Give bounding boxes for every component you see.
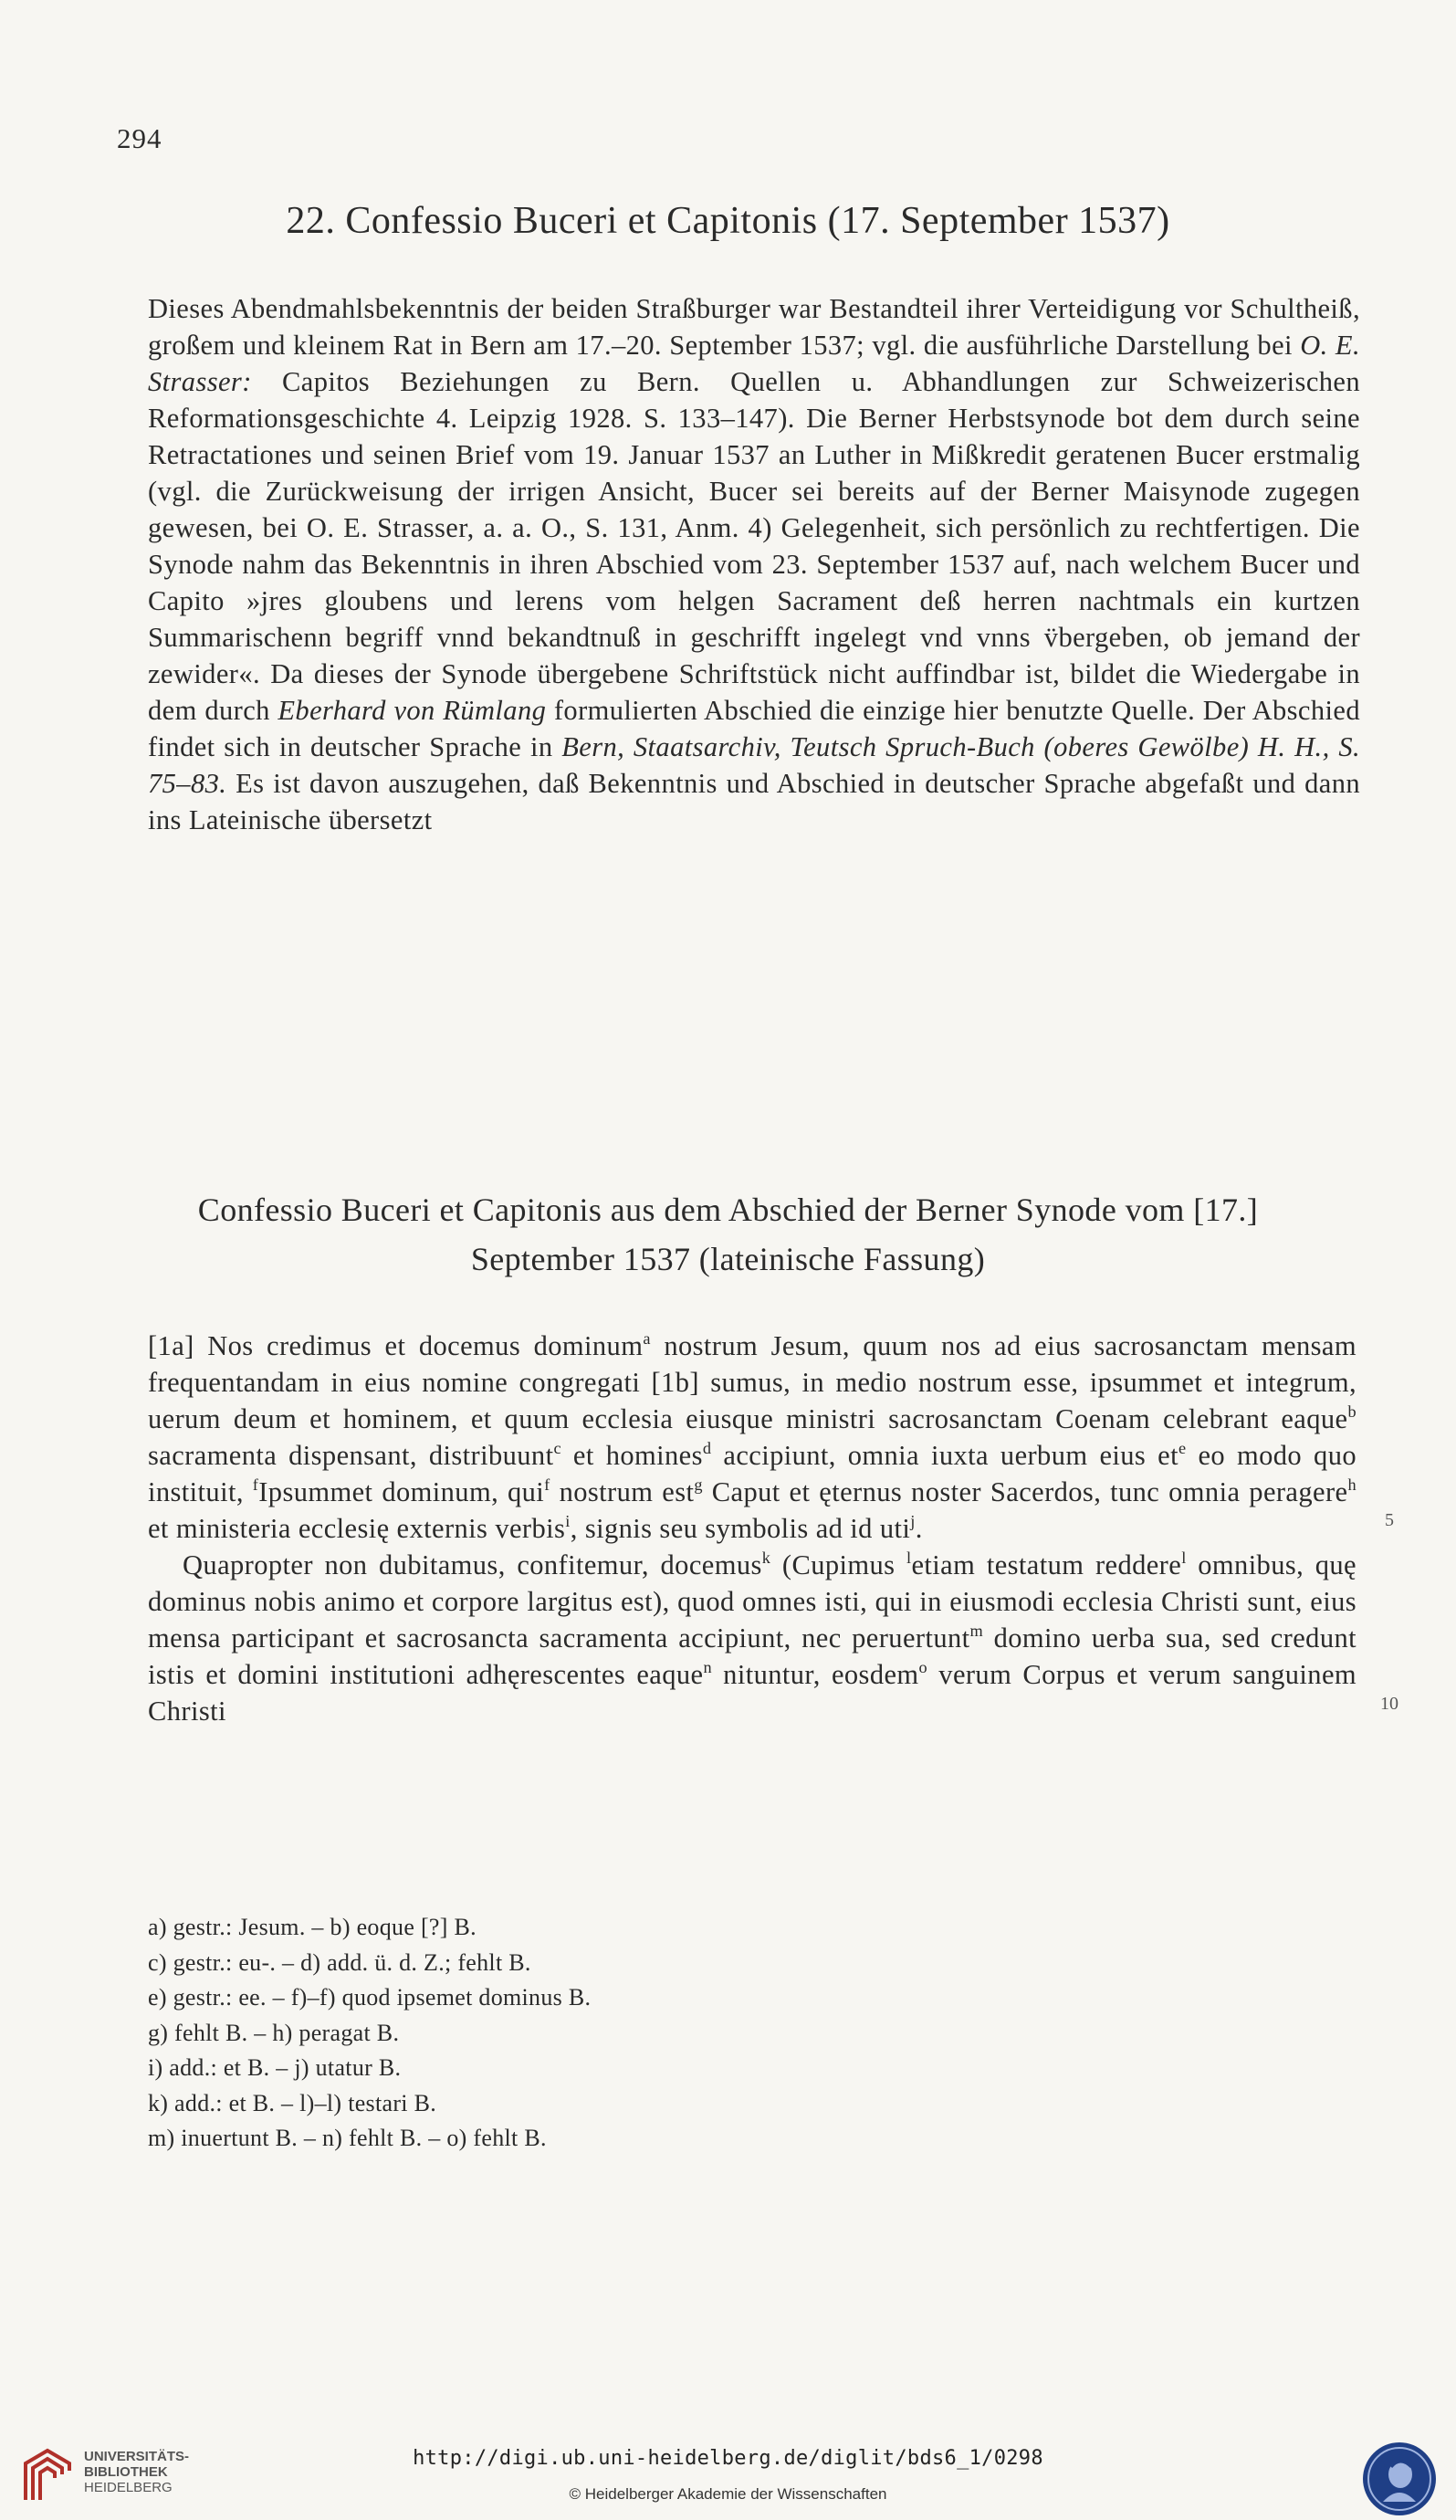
latin-paragraph: Quapropter non dubitamus, confitemur, docemus$^k$ (Cupimus $^l$etiam testatum reddere$^l$ omnibus, quę dominus nobis animo et corpore largitus est), quod omnes isti, qui in eiusmodi ecclesia Christi sunt, eius mensa participant et sacrosancta sacramenta accipiunt, nec peruertunt$^m$ domino uerba sua, sed credunt istis et domini institutioni adhęrescentes eaque$^n$ nituntur, eosdem$^o$ verum Corpus et verum sanguinem Christi [148, 1549, 1356, 1727]
footnote-mark: m [969, 1622, 984, 1641]
section-title-line: September 1537 (lateinische Fassung) [470, 1241, 986, 1277]
footnote-mark: e [1178, 1439, 1187, 1458]
copyright-notice: © Heidelberger Akademie der Wissenschaften [569, 2485, 887, 2503]
footnote-mark: o [918, 1658, 928, 1677]
footnote-mark: k [761, 1549, 771, 1568]
footnote-line: k) add.: et B. – l)–l) testari B. [148, 2089, 437, 2116]
footnote-line: e) gestr.: ee. – f)–f) quod ipsemet dominus B. [148, 1984, 592, 2011]
section-title-line: Confessio Buceri et Capitonis aus dem Abschied der Berner Synode vom [17.] [197, 1192, 1259, 1228]
footnote-line: i) add.: et B. – j) utatur B. [148, 2054, 402, 2081]
footnote-mark: c [553, 1439, 561, 1458]
margin-line-number: 10 [1380, 1694, 1398, 1714]
footnote-mark: l [906, 1549, 912, 1568]
footnote-mark: l [1181, 1549, 1187, 1568]
footnote-line: g) fehlt B. – h) peragat B. [148, 2019, 400, 2046]
footnote-mark: a [643, 1329, 651, 1349]
section-title [100, 1185, 1356, 1284]
footnote-mark: h [1347, 1475, 1356, 1495]
footnote-mark: g [694, 1475, 703, 1495]
footnote-mark: f [252, 1475, 259, 1495]
margin-line-number: 5 [1385, 1510, 1394, 1530]
footer [0, 2429, 1456, 2520]
footnote-mark: b [1347, 1402, 1356, 1422]
footnotes [148, 1910, 1061, 2157]
academy-seal-icon [1360, 2440, 1439, 2518]
footnote-line: a) gestr.: Jesum. – b) eoque [?] B. [148, 1914, 477, 1940]
footnote-line: m) inuertunt B. – n) fehlt B. – o) fehlt B. [148, 2125, 547, 2151]
document-title: 22. Confessio Buceri et Capitonis (17. September 1537) [286, 200, 1170, 242]
intro-paragraph: Dieses Abendmahlsbekenntnis der beiden Straßburger war Bestandteil ihrer Verteidigung vor Schultheiß, großem und kleinem Rat in Bern am 17.–20. September 1537; vgl. die ausführliche Darstellung bei O. E. Strasser: Capitos Beziehungen zu Bern. Quellen u. Abhandlungen zur Schweizerischen Reformationsgeschichte 4. Leipzig 1928. S. 133–147). Die Berner Herbstsynode bot dem durch seine Retractationes und seinen Brief vom 19. Januar 1537 an Luther in Mißkredit geratenen Bucer erstmalig (vgl. die Zurückweisung der irrigen Ansicht, Bucer sei bereits auf der Berner Maisynode zugegen gewesen, bei O. E. Strasser, a. a. O., S. 131, Anm. 4) Gelegenheit, sich persönlich zu rechtfertigen. Die Synode nahm das Bekenntnis in ihren Abschied vom 23. September 1537 auf, nach welchem Bucer und Capito »jres gloubens und lerens vom helgen Sacrament deß herren nachtmals ein kurtzen Summarischenn begriff vnnd bekandtnuß in geschrifft ingelegt vnd vnns v̈bergeben, ob jemand der zewider«. Da dieses der Synode übergebene Schriftstück nicht auffindbar ist, bildet die Wiedergabe in dem durch Eberhard von Rümlang formulierten Abschied die einzige hier benutzte Quelle. Der Abschied findet sich in deutscher Sprache in Bern, Staatsarchiv, Teutsch Spruch-Buch (oberes Gewölbe) H. H., S. 75–83. Es ist davon auszugehen, daß Bekenntnis und Abschied in deutscher Sprache abgefaßt und dann ins Lateinische übersetzt [148, 293, 1361, 835]
source-url-link[interactable]: http://digi.ub.uni-heidelberg.de/diglit/bds6_1/0298 [413, 2447, 1043, 2470]
footnote-mark: f [544, 1475, 550, 1495]
latin-text [148, 1328, 1356, 1729]
footnote-mark: n [703, 1658, 712, 1677]
footnote-mark: i [565, 1512, 571, 1531]
library-name: UNIVERSITÄTS- BIBLIOTHEK HEIDELBERG [84, 2449, 190, 2495]
footnote-mark: d [702, 1439, 712, 1458]
latin-paragraph: [1a] Nos credimus et docemus dominum$^a$ nostrum Jesum, quum nos ad eius sacrosanctam mensam frequentandam in eius nomine congregati [1b] sumus, in medio nostrum esse, ipsummet et integrum, uerum deum et hominem, et quum ecclesia eiusque ministri sacrosanctam Coenam celebrant eaque$^b$ sacramenta dispensant, distribuunt$^c$ et homines$^d$ accipiunt, omnia iuxta uerbum eius $et^e$ eo modo quo instituit, $^f$Ipsummet dominum, qui$^f$ nostrum est$^g$ Caput et ęternus noster Sacerdos, tunc omnia peragere$^h$ et ministeria ecclesię externis verbis$^i$, signis seu symbolis ad id uti$^j$. [148, 1329, 1356, 1544]
footnote-mark: j [910, 1512, 916, 1531]
page-number: 294 [117, 122, 162, 154]
footnote-line: c) gestr.: eu-. – d) add. ü. d. Z.; fehlt B. [148, 1948, 531, 1976]
